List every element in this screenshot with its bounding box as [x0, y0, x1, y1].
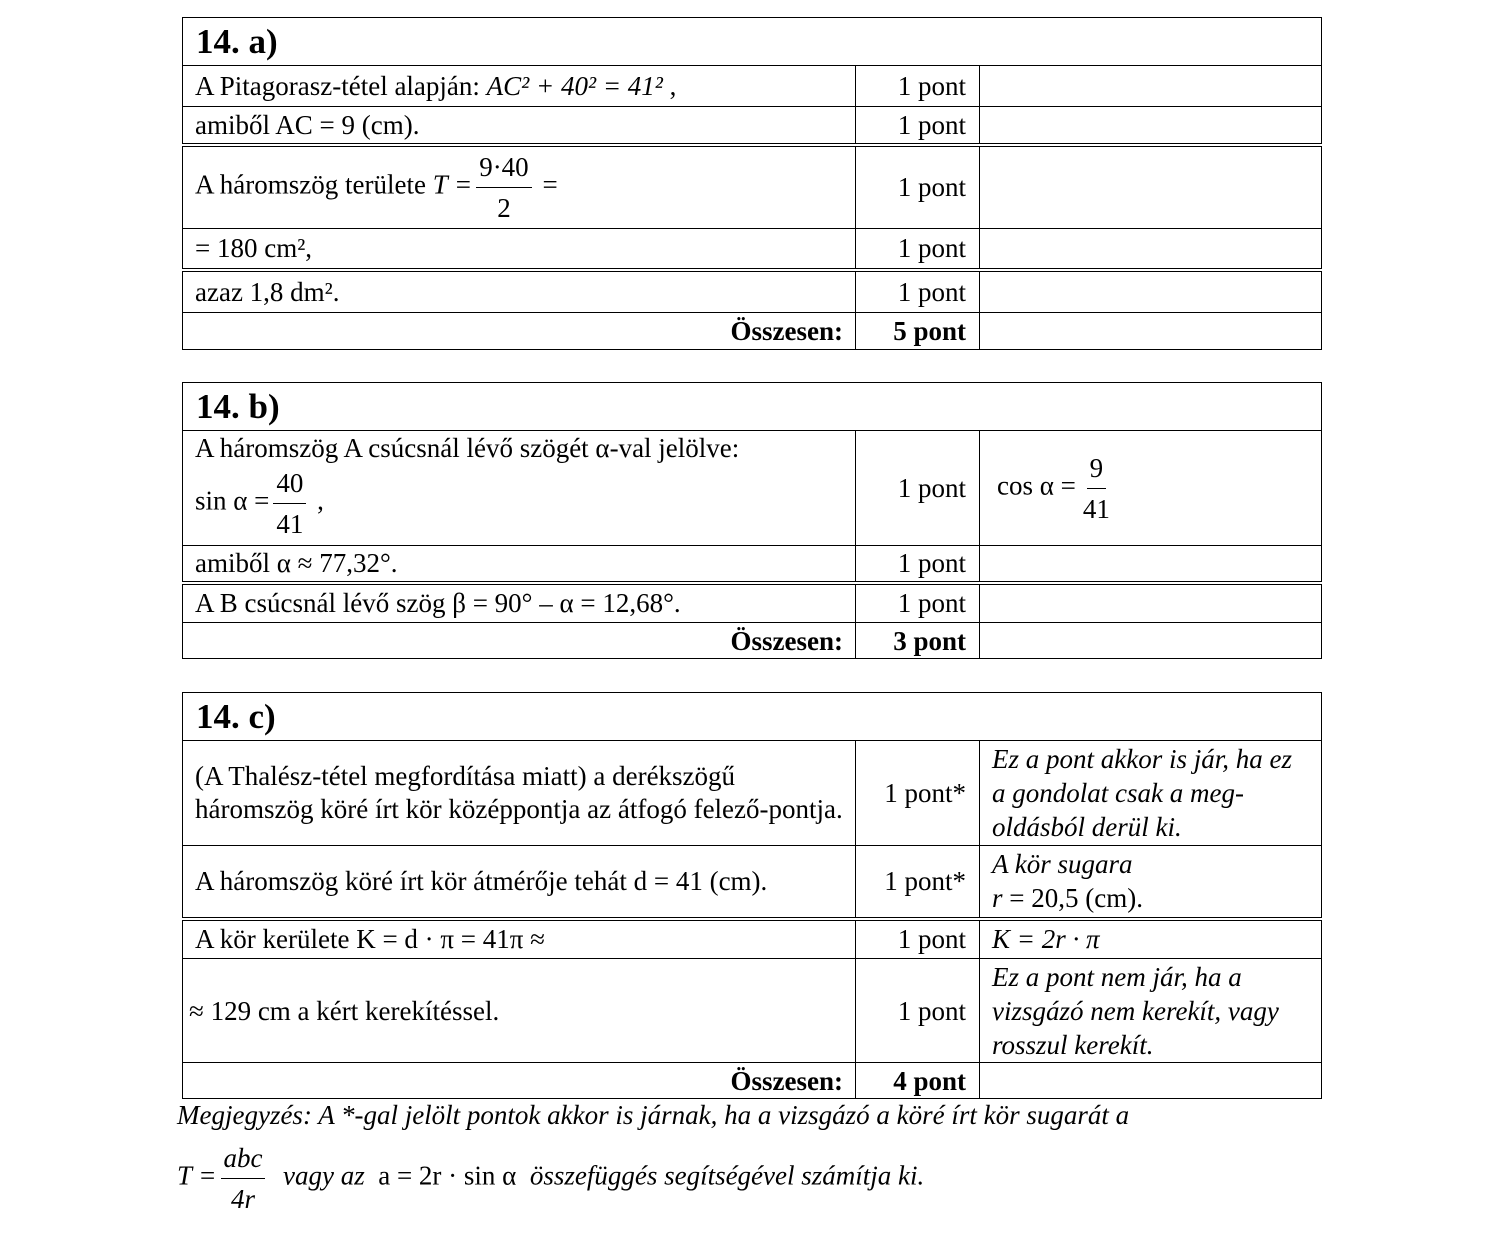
note-cell — [980, 623, 1322, 659]
solution-step: (A Thalész-tétel megfordítása miatt) a derékszögű háromszög köré írt kör középpontja az átfogó felező-pontja. — [183, 741, 856, 846]
points-cell: 1 pont — [856, 919, 980, 959]
total-label: Összesen: — [183, 1063, 856, 1099]
points-cell: 1 pont* — [856, 741, 980, 846]
points-cell: 1 pont* — [856, 846, 980, 919]
note-cell: A kör sugara r = 20,5 (cm). — [980, 846, 1322, 919]
table-row — [183, 107, 1322, 145]
total-label: Összesen: — [183, 623, 856, 659]
note-cell — [980, 312, 1322, 349]
table-row — [183, 846, 1322, 919]
fraction: $\frac{40}{41}$ — [273, 463, 306, 544]
points-cell: 1 pont — [856, 270, 980, 312]
points-cell: 1 pont — [856, 228, 980, 270]
note-cell — [980, 270, 1322, 312]
solution-step: = 180 cm², — [183, 228, 856, 270]
total-points: 4 pont — [856, 1063, 980, 1099]
solution-step: ≈ 129 cm a kért kerekítéssel. — [183, 959, 856, 1063]
note-cell: K = 2r · π — [980, 919, 1322, 959]
table-row — [183, 145, 1322, 229]
table-14a — [182, 17, 1322, 350]
fraction: $\frac{9}{41}$ — [1080, 448, 1113, 529]
note-cell — [980, 145, 1322, 229]
note-cell — [980, 66, 1322, 107]
table-row — [183, 270, 1322, 312]
table-row — [183, 66, 1322, 107]
table-row — [183, 546, 1322, 583]
total-row — [183, 623, 1322, 659]
solution-step: A háromszög területe T = $\frac{9\cdot 40}{2}$ = — [183, 145, 856, 229]
note-cell: Ez a pont akkor is jár, ha ez a gondolat csak a meg-oldásból derül ki. — [980, 741, 1322, 846]
total-row — [183, 312, 1322, 349]
note-cell: Ez a pont nem jár, ha a vizsgázó nem kerekít, vagy rosszul kerekít. — [980, 959, 1322, 1063]
points-cell: 1 pont — [856, 583, 980, 623]
solution-step: azaz 1,8 dm². — [183, 270, 856, 312]
solution-step: amiből AC = 9 (cm). — [183, 107, 856, 145]
points-cell: 1 pont — [856, 107, 980, 145]
points-cell: 1 pont — [856, 66, 980, 107]
solution-step: A kör kerülete K = d · π = 41π ≈ — [183, 919, 856, 959]
points-cell: 1 pont — [856, 145, 980, 229]
note-cell: cos α = $\frac{9}{41}$ — [980, 431, 1322, 546]
table-14b — [182, 382, 1322, 659]
note-cell — [980, 228, 1322, 270]
fraction: $\frac{\text{abc}}{4r}$ — [221, 1138, 266, 1219]
table-row — [183, 583, 1322, 623]
note-cell — [980, 107, 1322, 145]
note-cell — [980, 1063, 1322, 1099]
note-cell — [980, 546, 1322, 583]
table-row — [183, 741, 1322, 846]
section-title: 14. c) — [183, 693, 1322, 741]
total-row — [183, 1063, 1322, 1099]
total-points: 3 pont — [856, 623, 980, 659]
points-cell: 1 pont — [856, 959, 980, 1063]
section-title: 14. b) — [183, 383, 1322, 431]
table-row — [183, 228, 1322, 270]
note-cell — [980, 583, 1322, 623]
table-row — [183, 431, 1322, 546]
solution-step: A B csúcsnál lévő szög β = 90° – α = 12,68°. — [183, 583, 856, 623]
total-points: 5 pont — [856, 312, 980, 349]
solution-step: A háromszög köré írt kör átmérője tehát d = 41 (cm). — [183, 846, 856, 919]
table-row — [183, 919, 1322, 959]
table-row — [183, 959, 1322, 1063]
table-14c — [182, 692, 1322, 1099]
solution-step: A Pitagorasz-tétel alapján: AC² + 40² = 41² , — [183, 66, 856, 107]
points-cell: 1 pont — [856, 546, 980, 583]
solution-step: amiből α ≈ 77,32°. — [183, 546, 856, 583]
fraction: $\frac{9\cdot 40}{2}$ — [476, 147, 532, 228]
section-title: 14. a) — [183, 18, 1322, 66]
solution-step: A háromszög A csúcsnál lévő szögét α-val jelölve: sin α = $\frac{40}{41}$ , — [183, 431, 856, 546]
footnote-line1: Megjegyzés: A *-gal jelölt pontok akkor is járnak, ha a vizsgázó a köré írt kör sugarát a — [177, 1100, 1130, 1130]
points-cell: 1 pont — [856, 431, 980, 546]
total-label: Összesen: — [183, 312, 856, 349]
footnote-line2: T = $\frac{\text{abc}}{4r}$ vagy az a = 2r · sin α összefüggés segítségével számítja ki. — [177, 1138, 924, 1219]
